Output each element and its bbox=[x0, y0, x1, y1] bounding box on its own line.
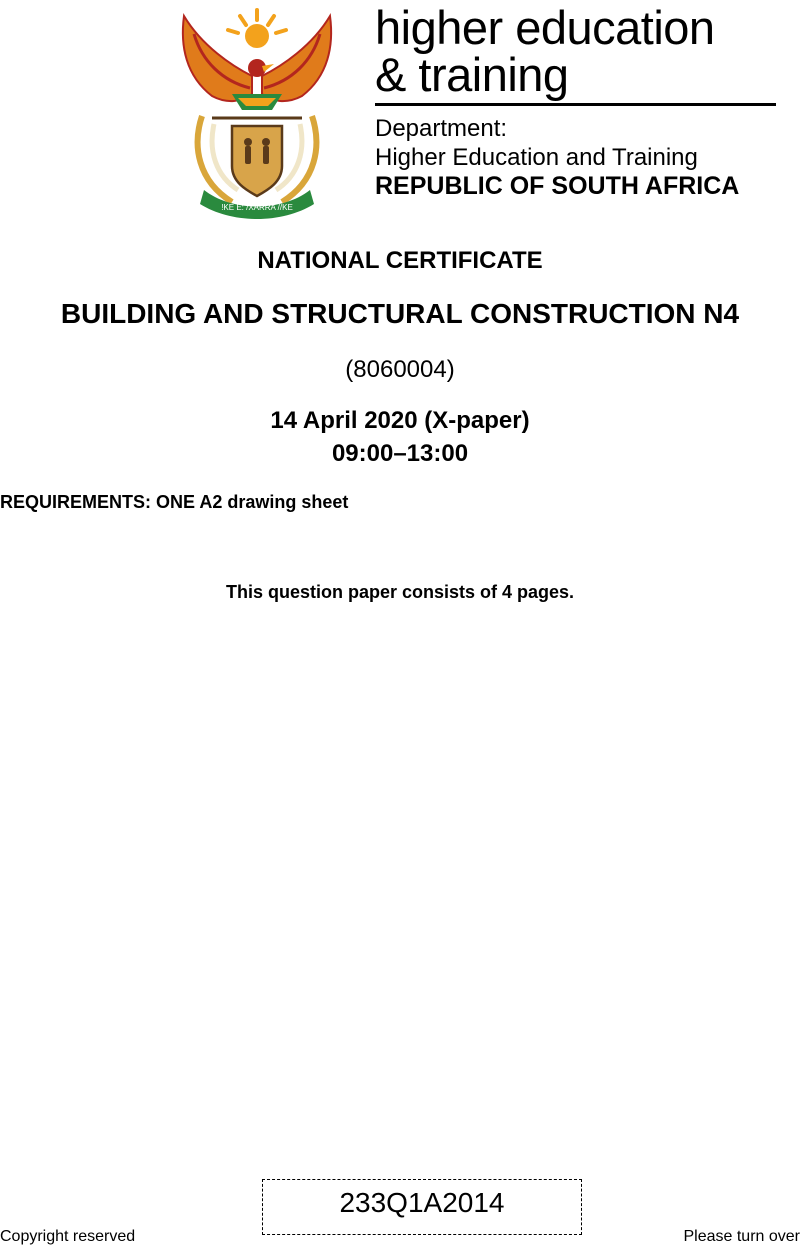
exam-date: 14 April 2020 (X-paper) bbox=[270, 407, 530, 434]
coat-of-arms-emblem bbox=[172, 6, 342, 222]
department-label: Department: bbox=[375, 115, 508, 142]
turn-over-note: Please turn over bbox=[683, 1228, 800, 1245]
page-count-note: This question paper consists of 4 pages. bbox=[225, 582, 575, 602]
country-name: REPUBLIC OF SOUTH AFRICA bbox=[375, 172, 740, 200]
department-name: Higher Education and Training bbox=[375, 144, 698, 171]
brand-wordmark-line1: higher education bbox=[375, 1, 715, 54]
subject-title: BUILDING AND STRUCTURAL CONSTRUCTION N4 bbox=[60, 298, 740, 329]
requirements-text: REQUIREMENTS: ONE A2 drawing sheet bbox=[0, 492, 349, 512]
sun-icon bbox=[228, 10, 286, 48]
copyright-notice: Copyright reserved bbox=[0, 1228, 136, 1245]
brand-wordmark-line2: & training bbox=[375, 48, 569, 101]
subject-code: (8060004) bbox=[345, 356, 455, 383]
certificate-title: NATIONAL CERTIFICATE bbox=[257, 247, 543, 274]
paper-code: 233Q1A2014 bbox=[339, 1187, 505, 1218]
emblem-motto: !KE E: /XARRA //KE bbox=[221, 203, 293, 212]
exam-time: 09:00–13:00 bbox=[331, 440, 469, 467]
brand-divider bbox=[375, 103, 776, 106]
